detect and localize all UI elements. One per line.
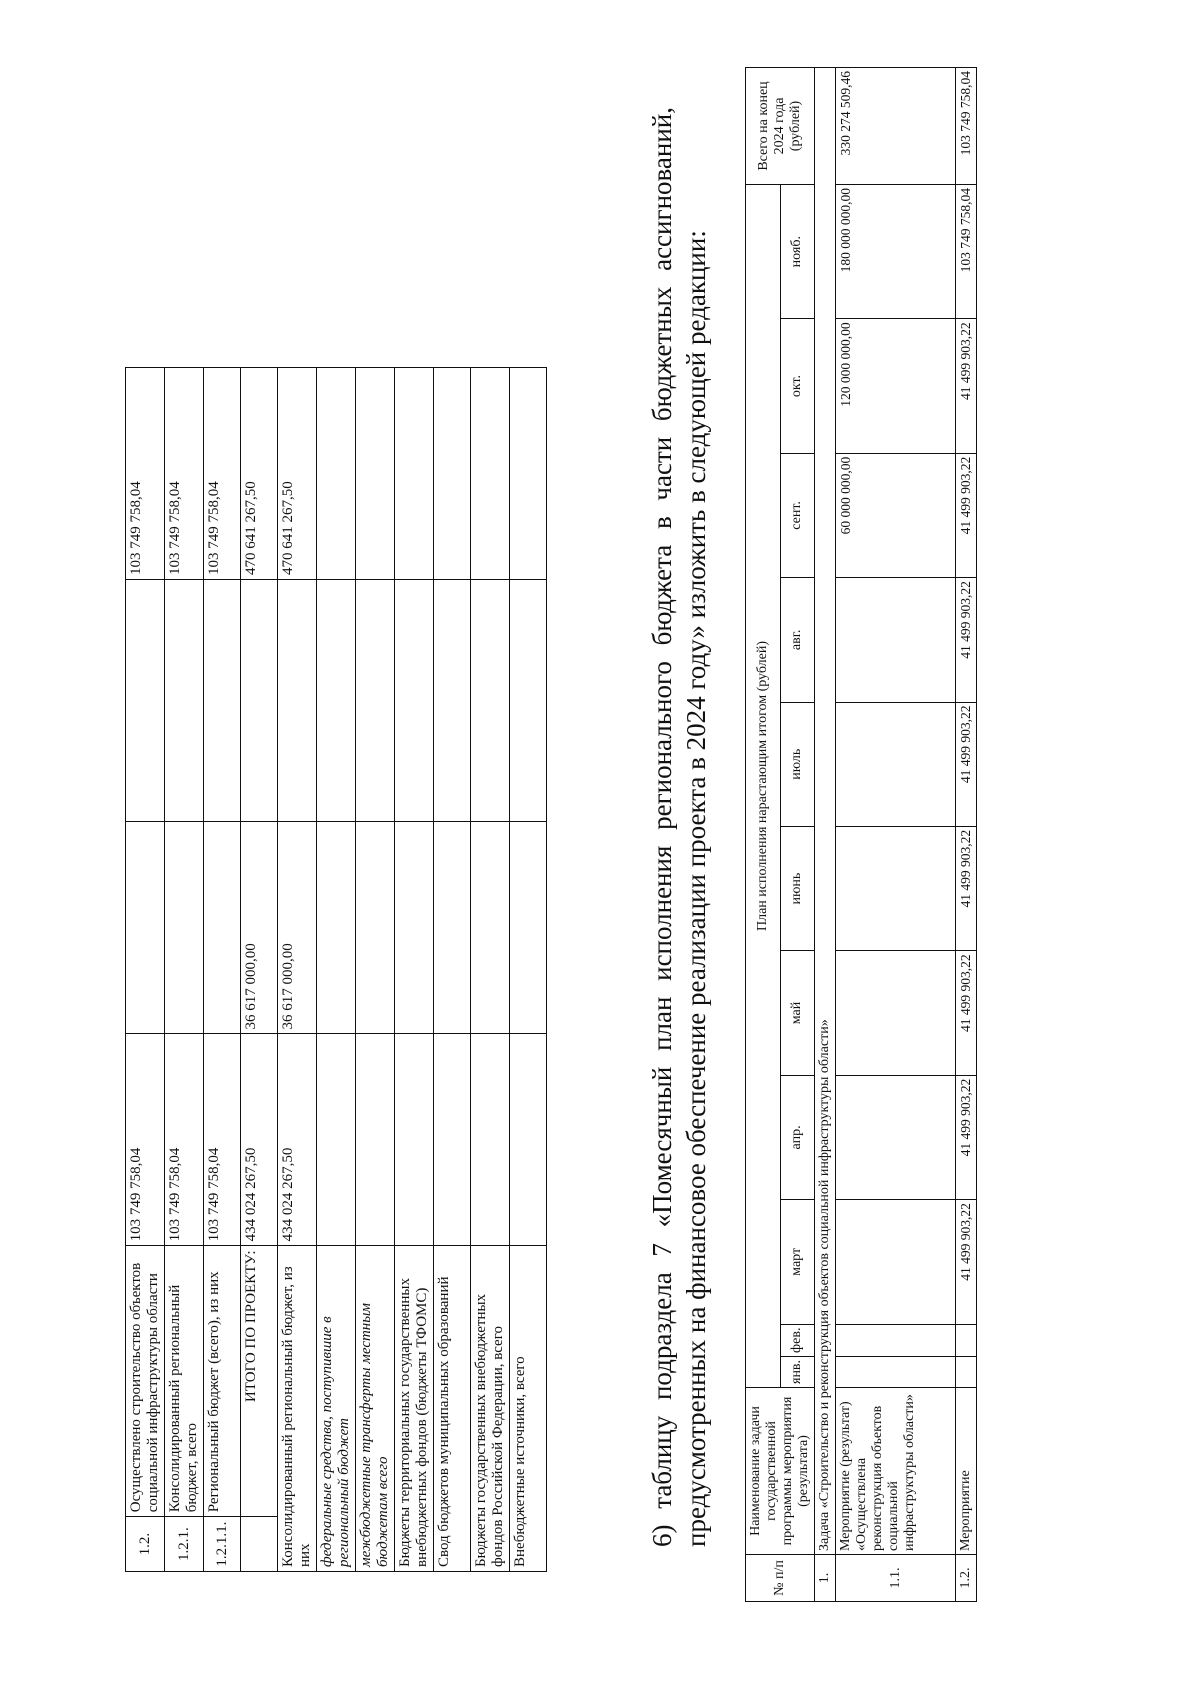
table-row	[510, 368, 547, 1572]
cell-value	[836, 826, 956, 950]
cell-value	[836, 578, 956, 702]
row-number: 1.	[815, 1555, 836, 1602]
table-row	[471, 368, 510, 1572]
cell-value	[241, 580, 278, 822]
row-name: Бюджеты государственных внебюджетных фондов Российской Федерации, всего	[471, 1246, 510, 1572]
cell-value	[317, 368, 356, 580]
month-header: апр.	[780, 1075, 815, 1199]
cell-value	[356, 368, 395, 580]
month-header: нояб.	[780, 185, 815, 319]
cell-value	[434, 1034, 471, 1246]
month-header: янв.	[780, 1356, 815, 1387]
cell-value: 41 499 903,22	[956, 826, 977, 950]
row-name: Осуществлено строительство объектов социальной инфраструктуры области	[126, 1246, 165, 1517]
header-months-row	[780, 68, 815, 1602]
row-name: Региональный бюджет (всего), из них	[204, 1246, 241, 1517]
row-name: Мероприятие (результат) «Осуществлена реконструкция объектов социальной инфраструктуры области»	[836, 1388, 956, 1555]
cell-value	[204, 580, 241, 822]
cell-value	[165, 580, 204, 822]
row-number	[241, 1517, 278, 1572]
cell-value	[471, 822, 510, 1034]
row-name: федеральные средства, поступившие в региональный бюджет	[317, 1246, 356, 1572]
cell-value	[317, 580, 356, 822]
cell-value	[471, 1034, 510, 1246]
row-name: межбюджетные трансферты местным бюджетам всего	[356, 1246, 395, 1572]
row-number: 1.2.	[126, 1517, 165, 1572]
table-row	[395, 368, 434, 1572]
cell-value	[434, 822, 471, 1034]
itogo-row	[241, 368, 278, 1572]
cell-value	[510, 1034, 547, 1246]
cell-value: 41 499 903,22	[956, 702, 977, 826]
cell-value	[204, 822, 241, 1034]
top-financing-table	[125, 367, 547, 1572]
cell-value: 103 749 758,04	[165, 368, 204, 580]
table-row	[165, 368, 204, 1572]
cell-value	[836, 951, 956, 1075]
cell-value: 36 617 000,00	[278, 822, 317, 1034]
cell-value	[278, 580, 317, 822]
cell-value	[510, 580, 547, 822]
cell-value	[126, 580, 165, 822]
cell-value: 120 000 000,00	[836, 319, 956, 453]
month-header: фев.	[780, 1324, 815, 1356]
cell-value: 103 749 758,04	[126, 368, 165, 580]
cell-value: 41 499 903,22	[956, 951, 977, 1075]
cell-value	[126, 822, 165, 1034]
cell-value	[395, 822, 434, 1034]
cell-value	[395, 580, 434, 822]
row-number: 1.1.	[836, 1555, 956, 1602]
header-row	[746, 68, 781, 1602]
row-name: Свод бюджетов муниципальных образований	[434, 1246, 471, 1572]
cell-value	[836, 702, 956, 826]
header-total: Всего на конец 2024 года (рублей)	[746, 68, 815, 185]
table-row	[317, 368, 356, 1572]
cell-value: 41 499 903,22	[956, 1200, 977, 1324]
table-row	[956, 68, 977, 1602]
row-number: 1.2.1.1.	[204, 1517, 241, 1572]
cell-value	[356, 1034, 395, 1246]
cell-value	[510, 822, 547, 1034]
task-text: Задача «Строительство и реконструкция объектов социальной инфраструктуры области»	[815, 68, 836, 1555]
table-row	[836, 68, 956, 1602]
cell-value: 434 024 267,50	[241, 1034, 278, 1246]
cell-value	[471, 368, 510, 580]
table-row	[278, 368, 317, 1572]
cell-value	[471, 580, 510, 822]
monthly-plan-table	[745, 67, 977, 1602]
cell-value	[434, 580, 471, 822]
month-header: сент.	[780, 453, 815, 577]
heading-line-2: предусмотренных на финансовое обеспечение реализации проекта в 2024 году» изложить в следующей редакции:	[681, 230, 711, 1547]
itogo-label: ИТОГО ПО ПРОЕКТУ:	[241, 1246, 278, 1517]
cell-value	[317, 1034, 356, 1246]
cell-value	[356, 580, 395, 822]
cell-value: 60 000 000,00	[836, 453, 956, 577]
row-name: Мероприятие	[956, 1388, 977, 1555]
cell-value: 103 749 758,04	[956, 185, 977, 319]
month-header: июнь	[780, 826, 815, 950]
cell-value: 470 641 267,50	[278, 368, 317, 580]
cell-value: 41 499 903,22	[956, 453, 977, 577]
cell-value	[836, 1200, 956, 1324]
cell-value: 41 499 903,22	[956, 319, 977, 453]
cell-value: 36 617 000,00	[241, 822, 278, 1034]
row-name: Бюджеты территориальных государственных внебюджетных фондов (бюджеты ТФОМС)	[395, 1246, 434, 1572]
cell-value: 41 499 903,22	[956, 578, 977, 702]
cell-value	[510, 368, 547, 580]
heading-line-1: 6) таблицу подраздела 7 «Помесячный план исполнения регионального бюджета в части бюджетных ассигнований,	[647, 107, 677, 1547]
cell-value: 41 499 903,22	[956, 1075, 977, 1199]
cell-value	[836, 1075, 956, 1199]
month-header: май	[780, 951, 815, 1075]
cell-value	[434, 368, 471, 580]
cell-value	[836, 1356, 956, 1387]
cell-value: 103 749 758,04	[165, 1034, 204, 1246]
table-row	[434, 368, 471, 1572]
row-name: Консолидированный региональный бюджет, всего	[165, 1246, 204, 1517]
cell-total: 103 749 758,04	[956, 68, 977, 185]
cell-value: 470 641 267,50	[241, 368, 278, 580]
cell-value: 434 024 267,50	[278, 1034, 317, 1246]
month-header: июль	[780, 702, 815, 826]
row-number: 1.2.1.	[165, 1517, 204, 1572]
cell-value: 103 749 758,04	[204, 368, 241, 580]
cell-value: 180 000 000,00	[836, 185, 956, 319]
cell-value	[836, 1324, 956, 1356]
table-row	[356, 368, 395, 1572]
header-plan: План исполнения нарастающим итогом (рублей)	[746, 185, 781, 1388]
section-heading	[645, 107, 713, 1547]
cell-value	[395, 1034, 434, 1246]
month-header: авг.	[780, 578, 815, 702]
table-row	[126, 368, 165, 1572]
header-num: № п/п	[746, 1555, 815, 1602]
row-name: Внебюджетные источники, всего	[510, 1246, 547, 1572]
task-row	[815, 68, 836, 1602]
cell-value	[956, 1356, 977, 1387]
cell-value: 103 749 758,04	[126, 1034, 165, 1246]
row-name: Консолидированный региональный бюджет, из них	[278, 1246, 317, 1572]
cell-value	[956, 1324, 977, 1356]
header-name: Наименование задачи государственной программы мероприятия (результата)	[746, 1388, 815, 1555]
cell-value	[356, 822, 395, 1034]
cell-total: 330 274 509,46	[836, 68, 956, 185]
month-header: окт.	[780, 319, 815, 453]
cell-value	[165, 822, 204, 1034]
row-number: 1.2.	[956, 1555, 977, 1602]
cell-value: 103 749 758,04	[204, 1034, 241, 1246]
cell-value	[395, 368, 434, 580]
month-header: март	[780, 1200, 815, 1324]
cell-value	[317, 822, 356, 1034]
table-row	[204, 368, 241, 1572]
